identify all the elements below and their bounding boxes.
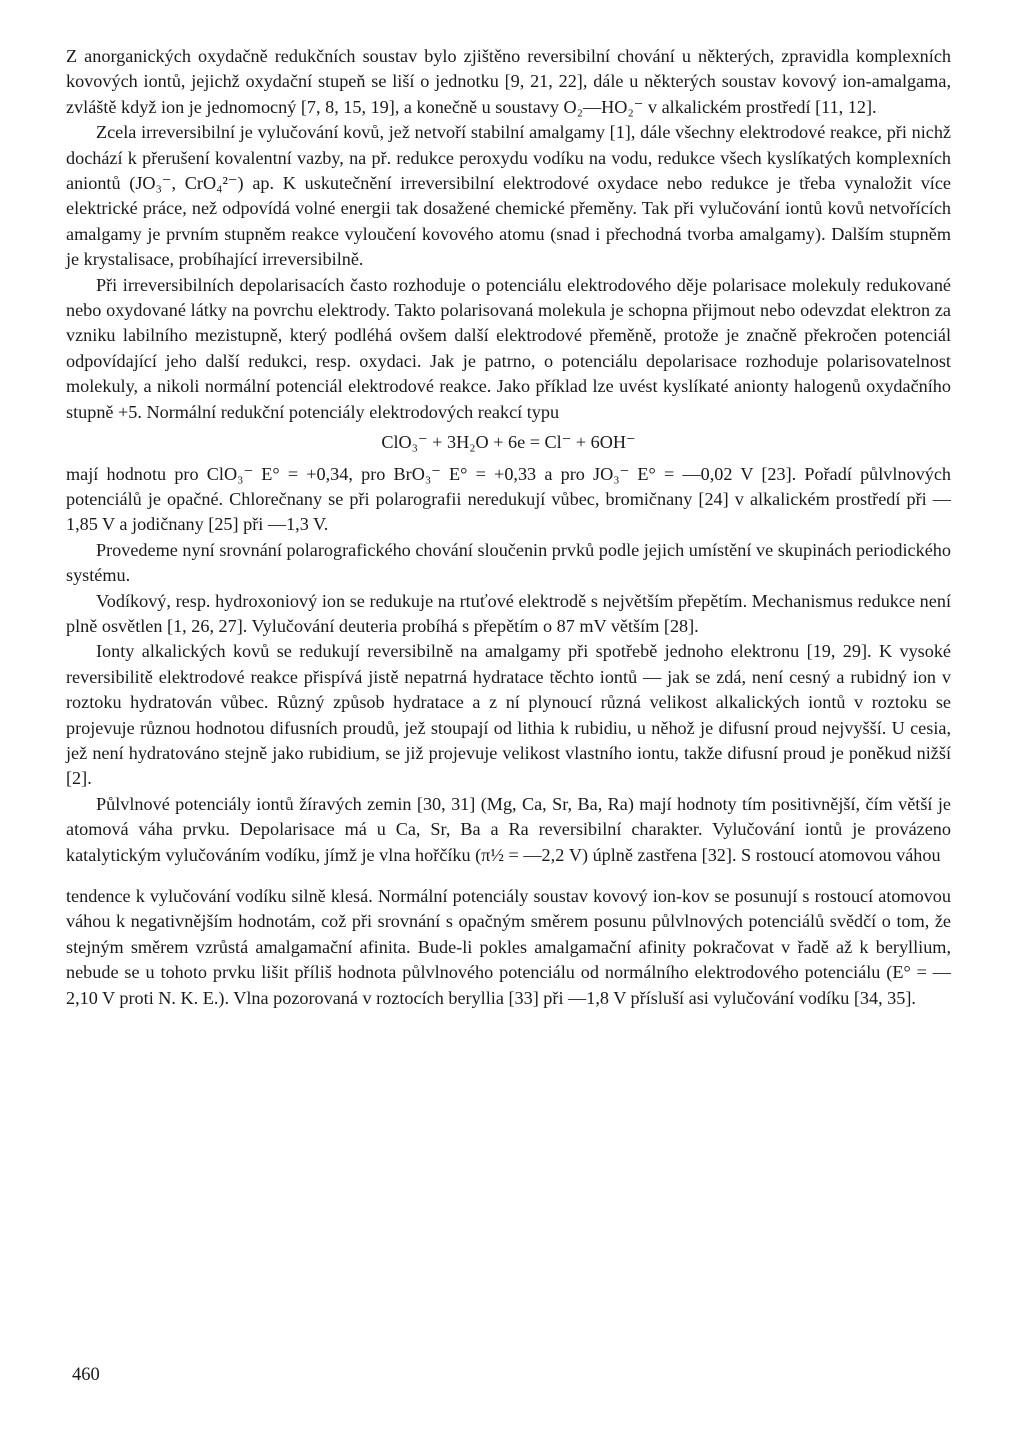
paragraph-7-part-1: Půlvlnové potenciály iontů žíravých zemin [30, 31] (Mg, Ca, Sr, Ba, Ra) mají hodnoty tím positivnější, čím větší je atomová váha prvku. Depolarisace má u Ca, Sr, Ba a Ra reversibilní charakter. Vylučování iontů je provázeno katalytickým vylučováním vodíku, jímž je vlna hořčíku (π½ = —2,2 V) úplně zastřena [32]. S rostoucí atomovou váhou <box>66 793 951 865</box>
page-number: 460 <box>72 1365 100 1385</box>
subscript-gap <box>66 868 951 884</box>
paragraph-4: Provedeme nyní srovnání polarografického chování sloučenin prvků podle jejich umístění ve skupinách periodického systému. <box>66 539 951 586</box>
paragraph-5: Vodíkový, resp. hydroxoniový ion se redukuje na rtuťové elektrodě s největším přepětím. Mechanismus redukce není plně osvětlen [1, 26, 27]. Vylučování deuteria probíhá s přepětím o 87 mV větším [28]. <box>66 590 951 636</box>
paragraph-7-part-2: tendence k vylučování vodíku silně klesá. Normální potenciály soustav kovový ion-kov se posunují s rostoucí atomovou váhou k negativnějším hodnotám, což při srovnání s opačným směrem posunu půlvlnových potenciálů svědčí o tom, že stejným směrem vzrůstá amalgamační afinita. Bude-li pokles amalgamační afinity pokračovat v řadě až k beryllium, nebude se u tohoto prvku lišit příliš hodnota půlvlnového potenciálu od normálního elektrodového potenciálu (E° = —2,10 V proti N. K. E.). Vlna pozorovaná v roztocích beryllia [33] při —1,8 V přísluší asi vylučování vodíku [34, 35]. <box>66 886 951 1008</box>
paragraph-6: Ionty alkalických kovů se redukují reversibilně na amalgamy při spotřebě jednoho elektronu [19, 29]. K vysoké reversibilitě elektrodové reakce přispívá jistě nepatrná hydratace těchto iontů — jak se zdá, není cesný a rubidný ion v roztoku hydratován vůbec. Různý způsob hydratace a z ní plynoucí různá velikost alkalických iontů v roztoku se projevuje různou hodnotou difusních proudů, jež stoupají od lithia k rubidiu, u něhož je difusní proud nejvyšší. U cesia, jež není hydratováno stejně jako rubidium, se již projevuje velikost vlastního iontu, takže difusní proud je poněkud nižší [2]. <box>66 641 951 789</box>
paragraph-1: Z anorganických oxydačně redukčních soustav bylo zjištěno reversibilní chování u některých, zpravidla komplexních kovových iontů, jejichž oxydační stupeň se liší o jednotku [9, 21, 22], dále u některých soustav kovový ion-amalgama, zvláště když ion je jednomocný [7, 8, 15, 19], a konečně u soustavy O₂—HO₂⁻ v alkalickém prostředí [11, 12]. <box>66 46 951 117</box>
paragraph-2: Zcela irreversibilní je vylučování kovů, jež netvoří stabilní amalgamy [1], dále všechny elektrodové reakce, při nichž dochází k přerušení kovalentní vazby, na př. redukce peroxydu vodíku na vodu, redukce všech kyslíkatých komplexních aniontů (JO₃⁻, CrO₄²⁻) ap. K uskutečnění irreversibilní elektrodové oxydace nebo redukce je třeba vynaložit více elektrické práce, než odpovídá volné energii tak dosažené chemické přeměny. Tak při vylučování iontů kovů netvořících amalgamy je prvním stupněm reakce vyloučení kovového atomu (snad i přechodná tvorba amalgamy). Dalším stupněm je krystalisace, probíhající irreversibilně. <box>66 122 951 270</box>
paragraph-3: Při irreversibilních depolarisacích často rozhoduje o potenciálu elektrodového děje polarisace molekuly redukované nebo oxydované látky na povrchu elektrody. Takto polarisovaná molekula je schopna přijmout nebo odevzdat elektron za vzniku labilního mezistupně, který podléhá ovšem další elektrodové přeměně, protože je značně překročen potenciál odpovídající jeho další redukci, resp. oxydaci. Jak je patrno, o potenciálu depolarisace rozhoduje polarisovatelnost molekuly, a nikoli normální potenciál elektrodové reakce. Jako příklad lze uvést kyslíkaté anionty halogenů oxydačního stupně +5. Normální redukční potenciály elektrodových reakcí typu <box>66 274 951 422</box>
page-body <box>66 44 951 1011</box>
chemical-equation: ClO₃⁻ + 3H₂O + 6e = Cl⁻ + 6OH⁻ <box>381 432 636 453</box>
paragraph-after-equation: mají hodnotu pro ClO₃⁻ E° = +0,34, pro BrO₃⁻ E° = +0,33 a pro JO₃⁻ E° = —0,02 V [23]. Pořadí půlvlnových potenciálů je opačné. Chlorečnany se při polarografii neredukují vůbec, bromičnany [24] v alkalickém prostředí při —1,85 V a jodičnany [25] při —1,3 V. <box>66 463 951 535</box>
